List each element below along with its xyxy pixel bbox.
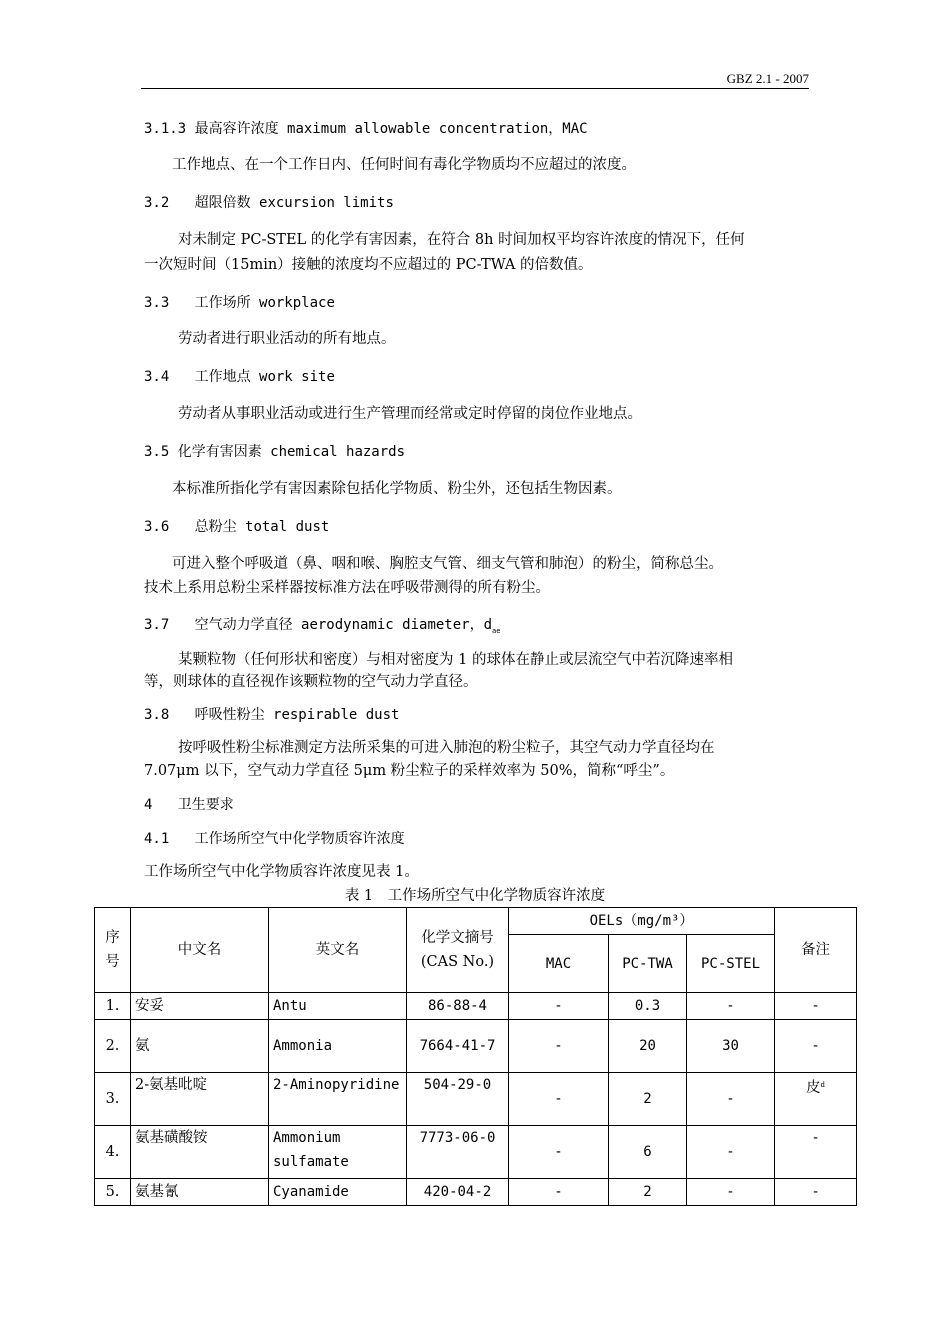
cell-cas: 7773-06-0 (407, 1126, 509, 1179)
cell-pc-twa: 0.3 (609, 993, 687, 1020)
cell-pc-stel: - (687, 1179, 775, 1206)
note-superscript: d (820, 1081, 826, 1089)
cell-pc-twa: 2 (609, 1179, 687, 1206)
section-title: 超限倍数 excursion limits (194, 195, 394, 211)
section-number: 4 (144, 797, 153, 813)
header-seq: 序号 (95, 908, 131, 993)
paragraph-line: 技术上系用总粉尘采样器按标准方法在呼吸带测得的所有粉尘。 (144, 580, 550, 596)
cell-en-name: Cyanamide (269, 1179, 407, 1206)
section-heading (144, 441, 405, 463)
section-number: 3.5 (144, 444, 170, 460)
cell-cas: 504-29-0 (407, 1073, 509, 1126)
table-row (95, 993, 857, 1020)
header-mac: MAC (509, 935, 609, 993)
section-number: 3.1.3 (144, 121, 187, 137)
document-code: GBZ 2.1 - 2007 (726, 71, 809, 86)
header-oels: OELs（mg/m³） (509, 908, 775, 935)
cell-pc-twa: 20 (609, 1020, 687, 1073)
cell-pc-stel: - (687, 1126, 775, 1179)
cell-pc-stel: 30 (687, 1020, 775, 1073)
section-heading (144, 516, 329, 538)
table-row (95, 1179, 857, 1206)
section-heading (144, 794, 234, 816)
section-title: 工作场所空气中化学物质容许浓度 (194, 831, 405, 847)
paragraph-line: 对未制定 PC-STEL 的化学有害因素，在符合 8h 时间加权平均容许浓度的情况下，任何 (178, 232, 745, 248)
section-heading (144, 192, 394, 214)
section-heading (144, 366, 335, 388)
section-title: 空气动力学直径 aerodynamic diameter，d (194, 617, 493, 633)
section-number: 3.8 (144, 707, 170, 723)
paragraph-line: 可进入整个呼吸道（鼻、咽和喉、胸腔支气管、细支气管和肺泡）的粉尘，简称总尘。 (172, 556, 723, 572)
cell-en-name: Antu (269, 993, 407, 1020)
cell-note: - (775, 993, 857, 1020)
section-title: 工作场所 workplace (194, 295, 335, 311)
cell-cn-name: 安妥 (131, 993, 269, 1020)
table-row (95, 1126, 857, 1179)
cell-mac: - (509, 1126, 609, 1179)
section-heading (144, 828, 405, 850)
section-number: 3.3 (144, 295, 170, 311)
cell-seq: 1. (95, 993, 131, 1020)
note-text: 皮 (806, 1080, 821, 1096)
paragraph-line: 7.07μm 以下，空气动力学直径 5μm 粉尘粒子的采样效率为 50%，简称“呼尘”。 (144, 763, 675, 779)
header-pc-twa: PC-TWA (609, 935, 687, 993)
section-number: 3.4 (144, 369, 170, 385)
section-title: 总粉尘 total dust (194, 519, 330, 535)
section-number: 3.6 (144, 519, 170, 535)
paragraph-line: 劳动者从事职业活动或进行生产管理而经常或定时停留的岗位作业地点。 (178, 406, 642, 422)
cell-seq: 5. (95, 1179, 131, 1206)
paragraph-line: 等，则球体的直径视作该颗粒物的空气动力学直径。 (144, 674, 478, 690)
section-heading (144, 292, 335, 314)
cell-pc-stel: - (687, 993, 775, 1020)
paragraph-line: 工作场所空气中化学物质容许浓度见表 1。 (144, 864, 419, 880)
paragraph-line: 本标准所指化学有害因素除包括化学物质、粉尘外，还包括生物因素。 (172, 481, 622, 497)
cell-pc-stel: - (687, 1073, 775, 1126)
section-number: 4.1 (144, 831, 170, 847)
header-en-name: 英文名 (269, 908, 407, 993)
cell-mac: - (509, 993, 609, 1020)
cell-seq: 3. (95, 1073, 131, 1126)
header-row-1 (95, 908, 857, 935)
section-heading (144, 118, 588, 140)
cell-note: - (775, 1126, 857, 1179)
cell-cn-name: 氨基氰 (131, 1179, 269, 1206)
paragraph-line: 劳动者进行职业活动的所有地点。 (178, 331, 396, 347)
cell-note (775, 1073, 857, 1126)
oel-table (94, 907, 857, 1206)
table-row (95, 1073, 857, 1126)
cell-cn-name: 2-氨基吡啶 (131, 1073, 269, 1126)
cell-cn-name: 氨基磺酸铵 (131, 1126, 269, 1179)
paragraph-line: 一次短时间（15min）接触的浓度均不应超过的 PC-TWA 的倍数值。 (144, 257, 593, 273)
section-title: 卫生要求 (177, 797, 234, 813)
cell-cas: 7664-41-7 (407, 1020, 509, 1073)
section-title: 呼吸性粉尘 respirable dust (194, 707, 400, 723)
cell-cas: 420-04-2 (407, 1179, 509, 1206)
cell-cas: 86-88-4 (407, 993, 509, 1020)
header-pc-stel: PC-STEL (687, 935, 775, 993)
cell-seq: 4. (95, 1126, 131, 1179)
table-caption: 表 1 工作场所空气中化学物质容许浓度 (344, 888, 606, 904)
subscript: ae (492, 627, 501, 635)
section-title: 工作地点 work site (194, 369, 335, 385)
section-title: 化学有害因素 chemical hazards (177, 444, 406, 460)
section-number: 3.7 (144, 617, 170, 633)
cell-pc-twa: 6 (609, 1126, 687, 1179)
cell-en-name: Ammonia (269, 1020, 407, 1073)
cell-seq: 2. (95, 1020, 131, 1073)
cell-en-name: 2-Aminopyridine (269, 1073, 407, 1126)
header-cas: 化学文摘号(CAS No.) (407, 908, 509, 993)
header-cn-name: 中文名 (131, 908, 269, 993)
table-row (95, 1020, 857, 1073)
cell-note: - (775, 1179, 857, 1206)
cell-en-name: Ammonium sulfamate (269, 1126, 407, 1179)
paragraph-line: 某颗粒物（任何形状和密度）与相对密度为 1 的球体在静止或层流空气中若沉降速率相 (178, 652, 733, 668)
section-number: 3.2 (144, 195, 170, 211)
page-header (141, 70, 809, 89)
paragraph-line: 工作地点、在一个工作日内、任何时间有毒化学物质均不应超过的浓度。 (172, 157, 636, 173)
cell-cn-name: 氨 (131, 1020, 269, 1073)
cell-mac: - (509, 1020, 609, 1073)
cell-mac: - (509, 1073, 609, 1126)
section-title: 最高容许浓度 maximum allowable concentration，MAC (194, 121, 588, 137)
section-heading (144, 704, 399, 726)
cell-pc-twa: 2 (609, 1073, 687, 1126)
cell-note: - (775, 1020, 857, 1073)
paragraph-line: 按呼吸性粉尘标准测定方法所采集的可进入肺泡的粉尘粒子，其空气动力学直径均在 (178, 740, 715, 756)
section-heading (144, 614, 500, 642)
cell-mac: - (509, 1179, 609, 1206)
header-note: 备注 (775, 908, 857, 993)
